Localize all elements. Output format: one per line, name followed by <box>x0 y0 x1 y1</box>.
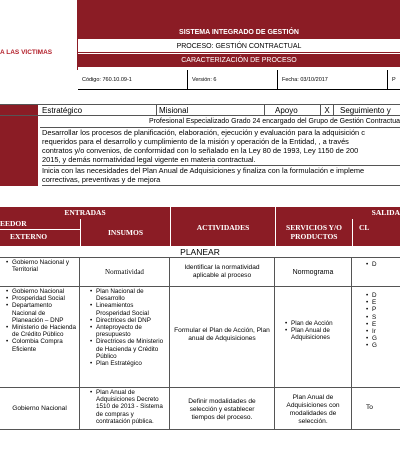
clientes-item: • E <box>372 299 398 306</box>
system-title: SISTEMA INTEGRADO DE GESTIÓN <box>78 26 400 39</box>
clientes-item: • P <box>372 306 398 313</box>
externo-header: EXTERNO <box>0 229 80 246</box>
responsible-label-cell <box>0 116 38 128</box>
entradas-header: ENTRADAS <box>0 207 170 219</box>
row1-servicios: Normograma <box>275 258 352 287</box>
externo-item: • Colombia Compra Eficiente <box>12 338 77 352</box>
scope-label-cell <box>0 166 38 186</box>
row3-insumos <box>80 388 170 430</box>
scope-line: correctivas, preventivas y de mejora <box>42 175 161 184</box>
insumos-item: • Plan Anual de Adquisiciones Decreto 1510 de 2013 - Sistema de compras y contratación pública. <box>96 389 167 425</box>
row2-servicios <box>275 287 352 388</box>
externo-item: • Ministerio de Hacienda de Crédito Público <box>12 324 77 338</box>
servicios-item: • Plan de Acción <box>291 320 349 327</box>
type-strategic: Estratégico <box>42 106 83 115</box>
insumos-item: • Directrices del DNP <box>96 317 167 324</box>
clientes-item: • E <box>372 321 398 328</box>
clientes-item: • Ir <box>372 328 398 335</box>
version-field: Versión: 6 <box>188 70 278 90</box>
servicios-header-line2: PRODUCTOS <box>290 232 338 241</box>
row2-insumos <box>80 287 170 388</box>
row1-externo <box>0 258 80 287</box>
responsible-text: Profesional Especializado Grado 24 encargado del Grupo de Gestión Contractua <box>40 116 400 128</box>
servicios-header-line1: SERVICIOS Y/O <box>286 223 342 232</box>
externo-item: • Departamento Nacional de Planeación – DNP <box>12 302 77 324</box>
row3-servicios: Plan Anual de Adquisiciones con modalidades de selección. <box>275 388 352 430</box>
row2-actividades: Formular el Plan de Acción, Plan anual de Adquisiciones <box>170 287 275 388</box>
characterization-title: CARACTERIZACIÓN DE PROCESO <box>78 54 400 67</box>
logo <box>0 0 78 70</box>
type-follow: Seguimiento y <box>340 106 391 115</box>
servicios-item: • Plan Anual de Adquisiciones <box>291 327 349 341</box>
servicios-header <box>275 219 352 246</box>
logo-text: A LAS VÍCTIMAS <box>0 49 53 56</box>
row2-externo <box>0 287 80 388</box>
type-mark: X <box>320 105 334 116</box>
insumos-header: INSUMOS <box>80 219 170 246</box>
clientes-item: • G <box>372 342 398 349</box>
code-field: Código: 760.10.09-1 <box>78 70 188 90</box>
objective-text <box>42 128 400 166</box>
externo-item: • Prosperidad Social <box>12 295 77 302</box>
page-field: P <box>388 70 400 90</box>
actividades-header-top <box>170 207 275 219</box>
objective-label-cell <box>0 128 38 166</box>
scope-text <box>42 166 400 186</box>
date-field: Fecha: 03/10/2017 <box>278 70 388 90</box>
insumos-item: • Lineamientos Prosperidad Social <box>96 302 167 316</box>
clientes-header: CL <box>352 219 400 246</box>
clientes-item: • G <box>372 335 398 342</box>
insumos-item: • Directrices de Ministerio de Hacienda y Crédito Público <box>96 338 167 360</box>
type-misional: Misional <box>156 105 226 116</box>
objective-line: 2015, y demás normatividad legal vigente en materia contractual. <box>42 155 256 164</box>
red-top-bar <box>78 0 400 26</box>
row3-externo: Gobierno Nacional <box>0 388 80 430</box>
scope-line: Inicia con las necesidades del Plan Anual de Adquisiciones y finaliza con la formulación e impleme <box>42 166 365 175</box>
objective-line: contratos y/o convenios, de conformidad con lo señalado en la Ley 80 de 1993, Ley 1150 de 200 <box>42 146 359 155</box>
clientes-item: • D <box>372 292 398 299</box>
insumos-item: • Plan Nacional de Desarrollo <box>96 288 167 302</box>
type-label-cell <box>0 105 38 116</box>
row1-clientes <box>352 258 400 287</box>
row1-insumos: Normatividad <box>80 258 170 287</box>
clientes-item: • D <box>372 261 398 268</box>
phase-title: PLANEAR <box>0 247 400 258</box>
salidas-header: SALIDA <box>275 207 400 219</box>
objective-line: requeridos para el desarrollo y cumplimiento de la misión y operación de la Entidad, , a través <box>42 137 349 146</box>
row2-clientes <box>352 287 400 388</box>
row3-clientes: To <box>352 388 400 430</box>
clientes-item: • S <box>372 314 398 321</box>
type-support: Apoyo <box>264 105 304 116</box>
externo-item: • Gobierno Nacional <box>12 288 77 295</box>
objective-line: Desarrollar los procesos de planificación, elaboración, ejecución y evaluación para la adquisición c <box>42 128 365 137</box>
type-row <box>0 104 400 116</box>
proveedor-header: EEDOR <box>0 219 80 229</box>
insumos-item: • Anteproyecto de presupuesto <box>96 324 167 338</box>
actividades-header: ACTIVIDADES <box>170 219 275 246</box>
insumos-item: • Plan Estratégico <box>96 360 167 367</box>
row3-actividades: Definir modalidades de selección y establecer tiempos del proceso. <box>170 388 275 430</box>
row1-actividades: Identificar la normatividad aplicable al proceso <box>170 258 275 287</box>
externo-item: • Gobierno Nacional y Territorial <box>12 259 77 273</box>
process-title: PROCESO: GESTIÓN CONTRACTUAL <box>78 40 400 53</box>
